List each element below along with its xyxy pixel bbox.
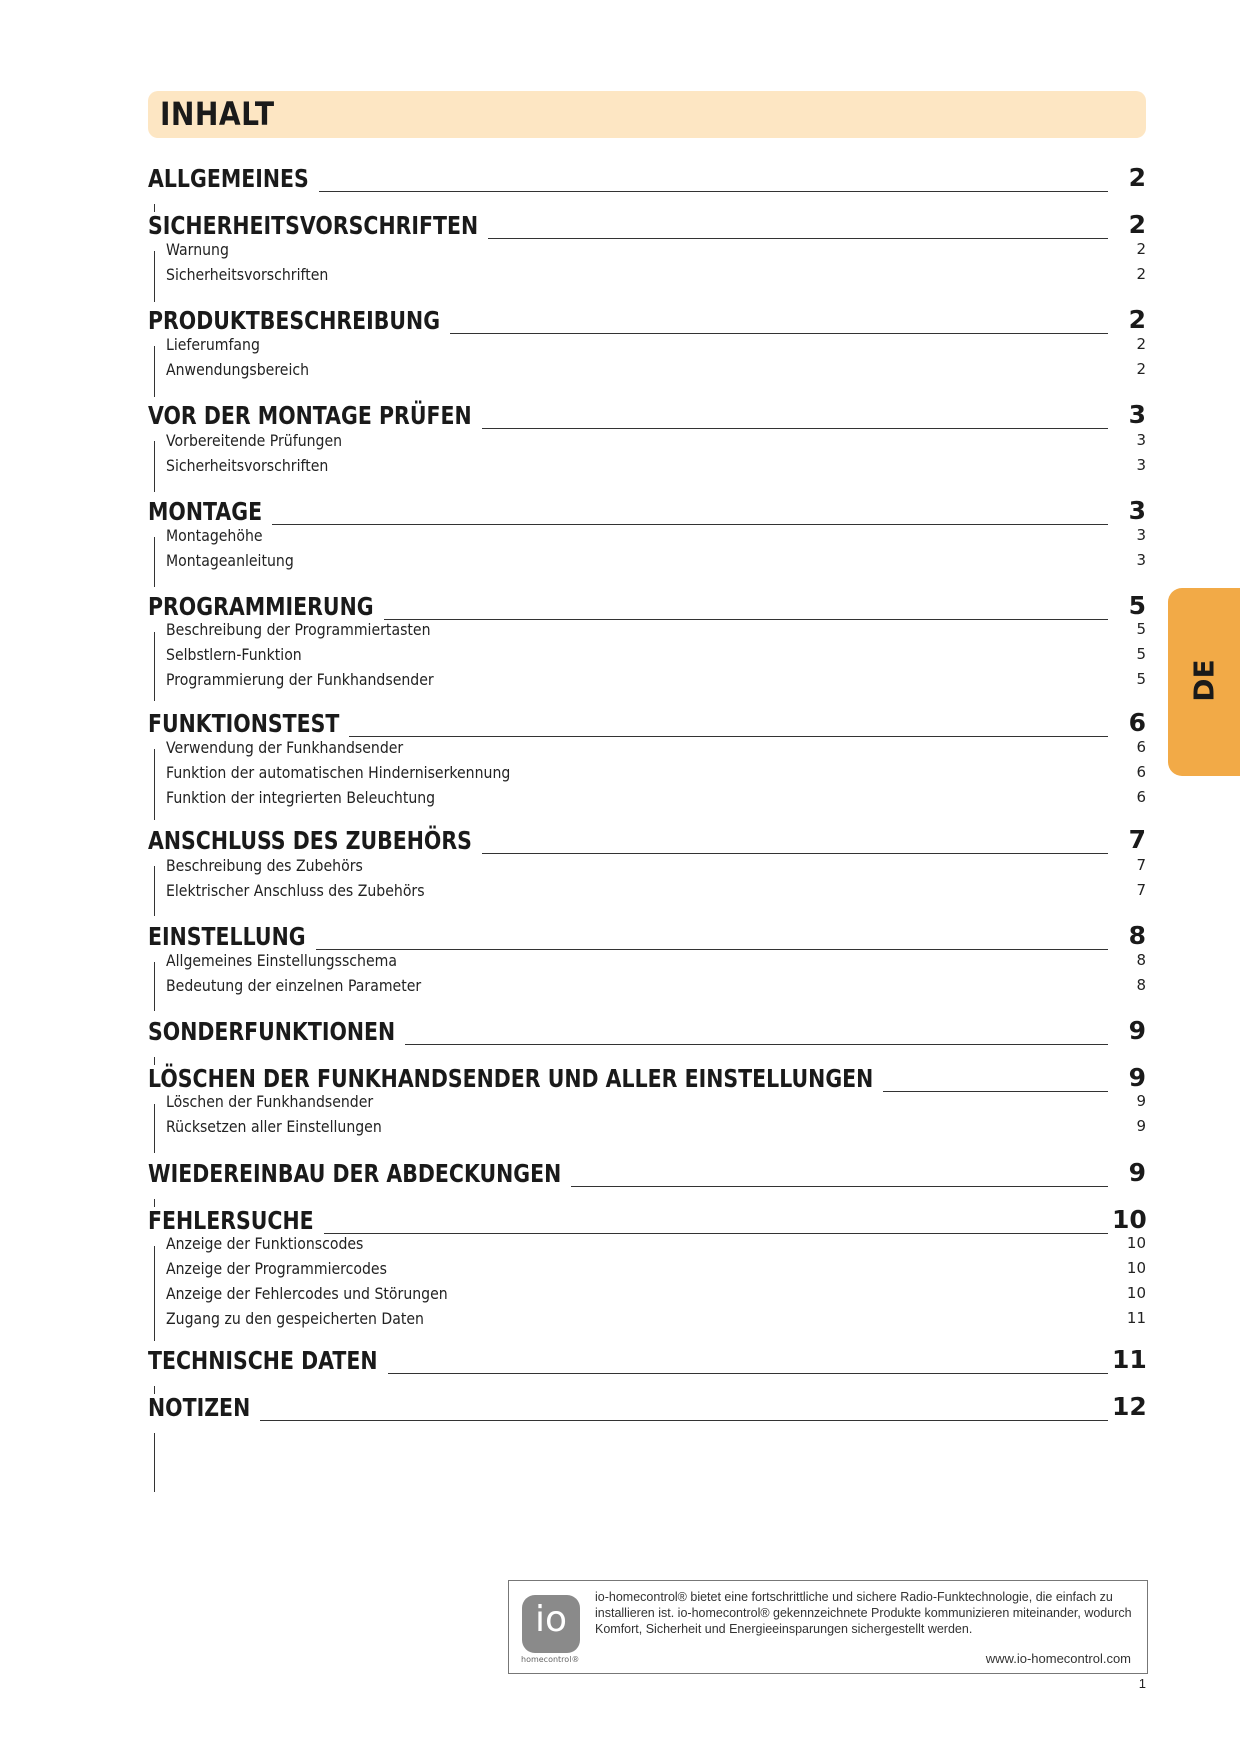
toc-subitem-page: 9 (1136, 1092, 1146, 1110)
toc-heading-title: VOR DER MONTAGE PRÜFEN (148, 401, 472, 430)
toc-subitem[interactable] (148, 240, 1146, 265)
toc-heading-title: MONTAGE (148, 497, 263, 526)
toc-subitem-page: 2 (1136, 240, 1146, 258)
toc-heading-title: ALLGEMEINES (148, 164, 309, 193)
toc-subitem-title: Programmierung der Funkhandsender (166, 670, 434, 689)
toc-section (148, 400, 1146, 475)
toc-subitem-page: 6 (1136, 788, 1146, 806)
toc-heading-page: 8 (1128, 921, 1146, 950)
toc-subitem[interactable] (148, 1284, 1146, 1309)
toc-subitem-title: Zugang zu den gespeicherten Daten (166, 1309, 424, 1328)
toc-subitem-title: Montageanleitung (166, 551, 294, 570)
toc-heading-title: FEHLERSUCHE (148, 1206, 314, 1235)
toc-section (148, 1159, 1146, 1199)
toc-subitem-page: 7 (1136, 881, 1146, 899)
toc-heading-page: 2 (1128, 163, 1146, 192)
toc-heading-title: NOTIZEN (148, 1393, 251, 1422)
toc-section (148, 1205, 1147, 1328)
toc-heading-page: 9 (1128, 1016, 1146, 1045)
toc-subitem-page: 3 (1136, 551, 1146, 569)
toc-subitem-page: 10 (1126, 1259, 1146, 1277)
toc-heading-page: 10 (1112, 1205, 1147, 1234)
toc-heading-title: EINSTELLUNG (148, 922, 306, 951)
toc-section (148, 1017, 1146, 1057)
toc-subitem[interactable] (148, 1309, 1146, 1334)
toc-heading-page: 11 (1112, 1345, 1147, 1374)
toc-leader-line (319, 191, 1108, 192)
toc-heading-title: FUNKTIONSTEST (148, 709, 340, 738)
toc-heading-title: SONDERFUNKTIONEN (148, 1017, 396, 1046)
toc-subitem-page: 3 (1136, 431, 1146, 449)
toc-leader-line (482, 428, 1108, 429)
toc-heading-page: 9 (1128, 1063, 1146, 1092)
toc-section (148, 496, 1146, 570)
toc-heading-page: 7 (1128, 825, 1146, 854)
toc-subitem-title: Selbstlern-Funktion (166, 645, 302, 664)
toc-subitem-title: Elektrischer Anschluss des Zubehörs (166, 881, 425, 900)
language-tab[interactable] (1168, 588, 1240, 776)
toc-subitem-page: 6 (1136, 763, 1146, 781)
toc-subitem-title: Sicherheitsvorschriften (166, 456, 329, 475)
toc-subitem-title: Bedeutung der einzelnen Parameter (166, 976, 422, 995)
toc-subitem-page: 3 (1136, 456, 1146, 474)
toc-subitem-title: Anwendungsbereich (166, 360, 310, 379)
toc-heading-page: 12 (1112, 1392, 1147, 1421)
toc-leader-line (272, 524, 1108, 525)
toc-subitem-title: Warnung (166, 240, 229, 259)
toc-section (148, 708, 1146, 807)
toc-subitem-title: Löschen der Funkhandsender (166, 1092, 374, 1111)
toc-heading-row[interactable] (148, 1017, 1146, 1057)
toc-heading-page: 5 (1128, 591, 1146, 620)
toc-subitem[interactable] (148, 738, 1146, 763)
toc-section (148, 305, 1146, 379)
toc-leader-line (260, 1420, 1108, 1421)
toc-subitem-page: 10 (1126, 1284, 1146, 1302)
toc-heading-row[interactable] (148, 1159, 1146, 1199)
toc-subitem-page: 8 (1136, 976, 1146, 994)
table-of-contents (148, 0, 1146, 1755)
toc-leader-line (316, 949, 1108, 950)
toc-subitem[interactable] (148, 1234, 1146, 1259)
toc-leader-line (388, 1373, 1108, 1374)
toc-subitem[interactable] (148, 670, 1146, 695)
toc-subitem-title: Anzeige der Programmiercodes (166, 1259, 387, 1278)
toc-heading-title: ANSCHLUSS DES ZUBEHÖRS (148, 826, 472, 855)
toc-heading-page: 2 (1128, 305, 1146, 334)
toc-subitem[interactable] (148, 456, 1146, 481)
toc-section (148, 921, 1146, 995)
toc-heading-title: PRODUKTBESCHREIBUNG (148, 306, 441, 335)
toc-section (148, 591, 1146, 689)
toc-subitem-title: Allgemeines Einstellungsschema (166, 951, 397, 970)
toc-section (148, 1063, 1146, 1136)
toc-subitem-title: Beschreibung des Zubehörs (166, 856, 363, 875)
toc-subitem[interactable] (148, 551, 1146, 576)
toc-heading-title: SICHERHEITSVORSCHRIFTEN (148, 211, 479, 240)
toc-heading-row[interactable] (148, 1393, 1146, 1433)
toc-vertical-rule (154, 1433, 155, 1492)
toc-subitem-page: 7 (1136, 856, 1146, 874)
toc-subitem-title: Verwendung der Funkhandsender (166, 738, 404, 757)
toc-subitem-page: 8 (1136, 951, 1146, 969)
toc-leader-line (571, 1186, 1108, 1187)
toc-section (148, 1346, 1146, 1386)
toc-leader-line (349, 736, 1108, 737)
toc-heading-title: LÖSCHEN DER FUNKHANDSENDER UND ALLER EINSTELLUNGEN (148, 1064, 874, 1093)
toc-subitem-title: Vorbereitende Prüfungen (166, 431, 343, 450)
toc-heading-page: 3 (1128, 400, 1146, 429)
page-number: 1 (1138, 1676, 1146, 1691)
toc-heading-page: 9 (1128, 1158, 1146, 1187)
toc-subitem[interactable] (148, 763, 1146, 788)
page-title: INHALT (160, 95, 275, 133)
io-website-link[interactable]: www.io-homecontrol.com (985, 1651, 1131, 1666)
toc-subitem-title: Anzeige der Fehlercodes und Störungen (166, 1284, 448, 1303)
toc-subitem-page: 2 (1136, 335, 1146, 353)
toc-subitem[interactable] (148, 265, 1146, 290)
io-homecontrol-info-box (508, 1580, 1148, 1674)
toc-subitem[interactable] (148, 976, 1146, 1001)
toc-subitem-title: Anzeige der Funktionscodes (166, 1234, 364, 1253)
toc-subitem[interactable] (148, 526, 1146, 551)
toc-subitem[interactable] (148, 431, 1146, 456)
toc-section (148, 164, 1146, 204)
toc-subitem[interactable] (148, 620, 1146, 645)
toc-subitem-title: Montagehöhe (166, 526, 263, 545)
toc-heading-title: TECHNISCHE DATEN (148, 1346, 378, 1375)
io-homecontrol-logo (522, 1595, 580, 1653)
toc-leader-line (482, 853, 1108, 854)
toc-section (148, 1393, 1146, 1433)
toc-subitem-title: Sicherheitsvorschriften (166, 265, 329, 284)
toc-subitem[interactable] (148, 1259, 1146, 1284)
toc-subitem-page: 5 (1136, 670, 1146, 688)
toc-leader-line (450, 333, 1108, 334)
toc-subitem[interactable] (148, 1117, 1146, 1142)
toc-leader-line (405, 1044, 1108, 1045)
toc-subitem-page: 10 (1126, 1234, 1146, 1252)
toc-heading-title: PROGRAMMIERUNG (148, 592, 374, 621)
toc-subitem[interactable] (148, 335, 1146, 360)
toc-heading-page: 2 (1128, 210, 1146, 239)
toc-subitem[interactable] (148, 1092, 1146, 1117)
toc-subitem[interactable] (148, 881, 1146, 906)
toc-subitem-page: 11 (1126, 1309, 1146, 1327)
toc-subitem-page: 5 (1136, 620, 1146, 638)
toc-subitem-title: Lieferumfang (166, 335, 260, 354)
toc-subitem[interactable] (148, 645, 1146, 670)
toc-heading-row[interactable] (148, 1346, 1146, 1386)
toc-subitem[interactable] (148, 360, 1146, 385)
io-logo-text: io (534, 1599, 568, 1640)
toc-heading-page: 6 (1128, 708, 1146, 737)
toc-subitem-page: 2 (1136, 360, 1146, 378)
toc-subitem-page: 6 (1136, 738, 1146, 756)
toc-subitem-title: Rücksetzen aller Einstellungen (166, 1117, 382, 1136)
toc-heading-row[interactable] (148, 164, 1146, 204)
toc-subitem[interactable] (148, 951, 1146, 976)
io-description: io-homecontrol® bietet eine fortschrittliche und sichere Radio-Funktechnologie, die einfach zu installieren ist. io-homecontrol® gekennzeichnete Produkte kommunizieren miteinander, wodurch Komfort, Sicherheit und Energieeinsparungen sichergestellt werden. (595, 1590, 1132, 1636)
toc-subitem-page: 5 (1136, 645, 1146, 663)
io-logo-caption: homecontrol® (521, 1655, 580, 1664)
toc-subitem[interactable] (148, 856, 1146, 881)
toc-subitem-title: Funktion der integrierten Beleuchtung (166, 788, 436, 807)
language-tab-label: DE (1187, 659, 1221, 702)
toc-subitem-page: 2 (1136, 265, 1146, 283)
toc-subitem-title: Beschreibung der Programmiertasten (166, 620, 431, 639)
toc-heading-page: 3 (1128, 496, 1146, 525)
toc-section (148, 210, 1146, 284)
toc-subitem[interactable] (148, 788, 1146, 813)
toc-section (148, 825, 1146, 900)
toc-leader-line (488, 238, 1108, 239)
toc-subitem-page: 3 (1136, 526, 1146, 544)
toc-heading-title: WIEDEREINBAU DER ABDECKUNGEN (148, 1159, 562, 1188)
toc-subitem-page: 9 (1136, 1117, 1146, 1135)
toc-subitem-title: Funktion der automatischen Hinderniserkennung (166, 763, 511, 782)
